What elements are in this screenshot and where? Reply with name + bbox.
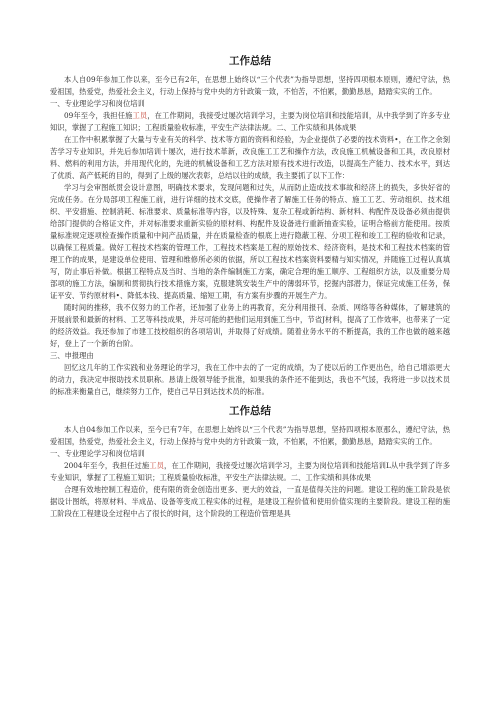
training-paragraph: [50, 460, 450, 484]
section-heading: 三、申报理由: [50, 351, 94, 360]
training-text-start: 2004年至今，我担任过施: [64, 461, 150, 470]
work-detail-paragraph: 学习与会审图纸贯会设计意图，明确技术要求，发现问题和过失，从而防止造成技术事故和经济上的损失，多快好省的完成任务。在分局部项工程施工前，进行详细的技术交底，使操作者了解施工任务的特点、施工工艺、劳动组织、技术组织、平安措施、控制消耗、标准要求、质量标准等内容，以及特殊、复杂工程或新结构、新材料、构配件及设备必须由提供给部门提供的合格证文件，并对标准要求重新实验的原材料、构配件及设备进行重新抽查实验，证明合格前方能使用。按质量标准规定逐项检查操作质量和中间产品质量，并在质量检查的根底上进行隐蔽工程、分项工程和竣工工程的验收和记录，以确保工程质量。做好工程技术档案的管理工作，工程技术档案是工程的原始技术、经济资料，是技术和工程技术档案的管理工作的成果，是建设单位使用、管理和维修所必须的依据，所以工程技术档案资料要精与知实情况，并随施工过程认真填写，防止事后补做。根据工程特点及当时、当地的条件编制施工方案，确定合理的施工顺序、工程组织方法，以及重要分局部项的施工方法，编制和贯彻执行技术措施方案，克服建筑安装生产中的薄弱环节，挖掘内部潜力，保证完成施工任务，保证平安、节约原材料•、降低本钱、提高质量、缩短工期，有方案有步骤的开展生产力。: [50, 183, 450, 300]
learning-paragraph: 随时间的推移，我不仅努力的工作者，还加强了业务上的再教育，充分利用报刊、杂质、网络等各种媒体，了解建筑的开展前景和最新的材料、工艺等科技成果，并尽可能的把他们运用到施工当中，节省J材料，提高了工作效率，也带来了一定的经济效益。我还参加了市建工技校组织的各项培训，并取得了好成绩。随着业务水平的不断提高，我的工作也做的越来越好，登上了一个新的台阶。: [50, 303, 450, 348]
document-title: 工作总结: [229, 55, 271, 67]
document-title-second: 工作总结: [229, 405, 271, 417]
intro-paragraph: 本人自09年参加工作以来，至今已有2年，在思想上始终以“三个代表”为指导思想，坚持四项根本原则，遵纪守法，热爱祖国，热爱党，热爱社会主义，行动上保持与党中央的方针政策一致，不怕苦，不怕累，勤勤恳恳，踏踏实实的工作。: [50, 75, 450, 96]
training-text-start: 09年至今，我担任施: [64, 111, 133, 120]
application-reason-paragraph: 回忆这几年的工作实践和业务理论的学习，我在工作中去的了一定的成绩，为了使以后的工作更出色，给自己增添更大的动力，我决定申报助技术员职称。恳请上级领导能予批准，如果我的条件还不能到达，我也不气馁，我将进一步以技术员的标准来衡量自己，继续努力工作，使自己早日到达技术员的标准。: [50, 363, 450, 396]
highlighted-text: 工员: [132, 111, 148, 120]
highlighted-text: 工员: [149, 461, 165, 470]
achievements-paragraph: 在工作中积累掌握了大量与专业有关的科学、技术等方面的资料和经验，为企业提供了必要的技术资料•，在工作之余刻苦学习专业知识，并先后参加培训十屡次，进行技术革新，改良施工工艺和操作方法，改良施工机械设备和工具，改良原材料、燃料的利用方法，并用现代化的，先进的机械设备和工艺方法对原有技术进行改造，以提高生产能力、技术水平，到达了优质、高产低耗的目的，得到了上级的屡次表彰，总结以往的成绩，我主要抓了以下工作：: [50, 135, 450, 180]
cost-control-paragraph: 合理有效地控制工程造价，使有限的资金创造出更多、更大的效益，一直是值得关注的问题。建设工程的施工阶段是依据设计图纸，将原材料、半成品、设备等变成工程实体的过程，是建设工程价值和使用价值实现的主要阶段。建设工程的施工阶段在工程建设全过程中占了很长的时间，这个阶段的工程造价管理是具: [50, 485, 450, 518]
training-paragraph: [50, 110, 450, 134]
section-heading: 一、专业理论学习和岗位培训: [50, 449, 145, 458]
intro-paragraph: 本人自04参加工作以来，至今已有7年，在思想上始终以“三个代表”为指导思想，坚持四项根本原那么，遵纪守法，热爱祖国，热爱党，热爱社会主义，行动上保持与党中央的方针政策一致，不怕累，不怕累，勤勤恳恳，踏踏实实的工作。: [50, 425, 450, 446]
section-heading: 一、专业理论学习和岗位培训: [50, 99, 145, 108]
training-text-end: ，在工作期间，我接受过屡次培训学习，主要为岗位培训和技能培训L从中我学到了许多专业知识，掌握了工程施工知识；工程质量验收标准，平安生产法律法规。二、工作实绩和具体成果: [50, 461, 450, 482]
training-text-end: ，在工作期间，我接受过屡次培训学习，主要为岗位培训和技能培训，从中我学到了许多专业知识，掌握了工程施工知识；工程质量验收标准，平安生产法律法规。二、工作实绩和具体成果: [50, 111, 450, 132]
